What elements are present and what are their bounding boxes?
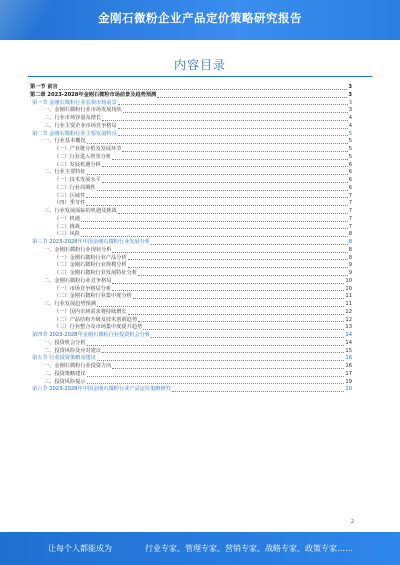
- toc-entry-page: 12: [345, 308, 352, 315]
- toc-entry-page: 15: [345, 347, 352, 354]
- toc-leader-dots: [157, 92, 347, 98]
- toc-entry-page: 3: [348, 84, 352, 90]
- toc-entry[interactable]: [30, 84, 352, 92]
- report-header-banner: [0, 0, 400, 40]
- toc-entry-page: 5: [348, 153, 352, 160]
- toc-entry-text: 二、投资策略建议: [44, 370, 86, 377]
- toc-entry-text: 第四节 2023-2028年金刚石微粉行业投资机会分析: [32, 332, 151, 338]
- toc-leader-dots: [143, 324, 344, 330]
- toc-entry-page: 7: [348, 208, 352, 214]
- toc-entry-text: 三、投资风险提示: [44, 378, 86, 385]
- toc-entry-text: （三）行业整合及市场集中度提升趋势: [54, 324, 143, 331]
- table-of-contents: [30, 84, 352, 394]
- toc-entry-page: 4: [348, 122, 352, 129]
- toc-entry-page: 3: [348, 99, 352, 106]
- toc-leader-dots: [172, 386, 345, 392]
- page-number: 2: [350, 519, 354, 525]
- toc-entry-page: 7: [348, 223, 352, 230]
- toc-entry-page: 7: [348, 192, 352, 199]
- toc-entry-text: 一、金刚石微粉行业现状分析: [44, 246, 112, 253]
- toc-divider: [28, 76, 372, 77]
- toc-entry-page: 5: [348, 146, 352, 152]
- toc-entry-text: 三、行业主要企业市场竞争格局: [44, 122, 117, 129]
- toc-leader-dots: [87, 340, 345, 346]
- toc-entry-page: 10: [345, 285, 352, 292]
- toc-leader-dots: [138, 270, 348, 276]
- toc-entry-page: 5: [348, 130, 352, 137]
- toc-entry-page: 19: [345, 378, 352, 385]
- toc-entry-page: 14: [345, 332, 352, 338]
- toc-entry-text: 第二节 金刚石微粉行业主要发展特点: [32, 130, 117, 137]
- toc-entry-page: 7: [348, 215, 352, 222]
- toc-entry-page: 4: [348, 115, 352, 121]
- toc-entry-text: 一、投资机会分析: [44, 339, 86, 346]
- toc-leader-dots: [97, 185, 348, 191]
- toc-entry-page: 17: [345, 370, 352, 377]
- toc-leader-dots: [112, 363, 344, 369]
- toc-entry-text: （四）季节性: [54, 200, 86, 207]
- toc-leader-dots: [81, 231, 348, 237]
- toc-leader-dots: [102, 162, 348, 168]
- toc-entry-page: 20: [345, 386, 352, 393]
- toc-entry[interactable]: [30, 216, 352, 224]
- toc-entry-page: 6: [348, 161, 352, 168]
- toc-entry[interactable]: [30, 270, 352, 278]
- toc-entry-text: （三）区域性: [54, 192, 86, 199]
- toc-entry-text: 三、行业发展趋势预测: [44, 301, 96, 307]
- toc-entry-text: （一）金刚石微粉行业产品分析: [54, 254, 127, 261]
- toc-entry-text: 一、金刚石微粉行业投资方向: [44, 363, 112, 369]
- toc-leader-dots: [87, 138, 348, 144]
- toc-entry[interactable]: [30, 115, 352, 123]
- toc-entry[interactable]: [30, 154, 352, 162]
- toc-leader-dots: [112, 286, 344, 292]
- toc-leader-dots: [97, 355, 344, 361]
- toc-entry[interactable]: [30, 231, 352, 239]
- toc-entry-page: 16: [345, 355, 352, 362]
- toc-entry-page: 3: [348, 107, 352, 114]
- toc-heading: 内容目录: [173, 58, 226, 72]
- toc-entry-page: 8: [348, 239, 352, 245]
- toc-entry[interactable]: [30, 146, 352, 154]
- toc-leader-dots: [87, 379, 345, 385]
- toc-leader-dots: [112, 154, 348, 160]
- toc-leader-dots: [59, 84, 348, 90]
- toc-entry[interactable]: [30, 309, 352, 317]
- toc-leader-dots: [118, 131, 348, 137]
- toc-entry[interactable]: [30, 123, 352, 131]
- toc-entry-page: 8: [348, 246, 352, 253]
- toc-entry-page: 10: [345, 277, 352, 284]
- toc-entry[interactable]: [30, 324, 352, 332]
- toc-entry-page: 11: [345, 293, 352, 300]
- toc-leader-dots: [112, 278, 344, 284]
- toc-entry[interactable]: [30, 200, 352, 208]
- toc-entry[interactable]: [30, 355, 352, 363]
- toc-leader-dots: [87, 371, 345, 377]
- toc-entry-text: （二）行业周期性: [54, 184, 96, 191]
- toc-entry-text: 第三节 2023-2028年中国金刚石微粉行业发展分析: [32, 239, 151, 245]
- toc-entry-text: （二）金刚石微粉行业集中度分析: [54, 293, 132, 300]
- toc-entry[interactable]: [30, 340, 352, 348]
- toc-entry-text: 一、金刚石微粉行业市场发展现状: [44, 107, 122, 114]
- toc-entry-page: 13: [345, 324, 352, 331]
- toc-leader-dots: [118, 208, 348, 214]
- report-title: 金刚石微粉企业产品定价策略研究报告: [98, 11, 302, 25]
- toc-entry-text: （二）挑战: [54, 223, 80, 230]
- toc-entry[interactable]: [30, 138, 352, 146]
- toc-leader-dots: [102, 115, 348, 121]
- toc-leader-dots: [81, 216, 348, 222]
- toc-entry-text: （一）技术发展水平: [54, 177, 101, 183]
- toc-leader-dots: [102, 177, 348, 183]
- toc-entry-page: 3: [348, 91, 352, 98]
- toc-entry-text: 三、行业发展面临的机遇及挑战: [44, 208, 117, 214]
- toc-entry[interactable]: [30, 301, 352, 309]
- toc-entry-page: 12: [345, 316, 352, 323]
- toc-entry[interactable]: [30, 386, 352, 394]
- toc-leader-dots: [151, 239, 348, 245]
- toc-entry-page: 6: [348, 177, 352, 183]
- toc-entry-page: 6: [348, 184, 352, 191]
- toc-entry-page: 8: [348, 231, 352, 238]
- toc-leader-dots: [118, 100, 348, 106]
- toc-entry-text: 第二章 2023-2028年金刚石微粉市场前景及趋势预测: [30, 91, 157, 98]
- toc-leader-dots: [86, 200, 348, 206]
- toc-entry-text: 第五节 行业投资策略及建议: [32, 355, 96, 362]
- toc-entry-text: （一）产业链分析及发展环节: [54, 146, 122, 152]
- toc-leader-dots: [86, 193, 348, 199]
- toc-entry[interactable]: [30, 239, 352, 247]
- toc-entry-text: 第一节 前言: [30, 84, 58, 90]
- toc-entry-page: 14: [345, 339, 352, 346]
- toc-entry[interactable]: [30, 371, 352, 379]
- toc-leader-dots: [122, 146, 347, 152]
- toc-entry-page: 5: [348, 138, 352, 145]
- toc-entry[interactable]: [30, 92, 352, 100]
- toc-entry-text: 二、投资风险及应对建议: [44, 347, 102, 354]
- toc-entry-text: 二、金刚石微粉行业竞争格局: [44, 277, 112, 284]
- footer-banner: [0, 532, 400, 565]
- toc-entry-text: （三）风险: [54, 231, 80, 238]
- toc-entry[interactable]: [30, 107, 352, 115]
- toc-leader-dots: [128, 255, 348, 261]
- toc-entry-text: 第六节 2023-2028年中国金刚石微粉行业产品定价策略研究: [32, 386, 171, 393]
- toc-entry-text: 第一节 金刚石微粉行业宏观市场前景: [32, 99, 117, 106]
- toc-entry[interactable]: [30, 177, 352, 185]
- toc-entry-page: 9: [348, 270, 352, 276]
- toc-entry-text: 一、行业基本概况: [44, 138, 86, 145]
- toc-entry[interactable]: [30, 208, 352, 216]
- footer-slogan: 让每个人都能成为: [48, 544, 112, 553]
- toc-leader-dots: [123, 107, 348, 113]
- toc-entry-page: 9: [348, 262, 352, 269]
- toc-entry[interactable]: [30, 293, 352, 301]
- toc-entry-text: （三）发展机遇分析: [54, 161, 101, 168]
- toc-entry-page: 8: [348, 254, 352, 261]
- toc-leader-dots: [81, 224, 348, 230]
- toc-entry-text: （一）国内市场需求将持续增长: [54, 308, 127, 315]
- toc-entry[interactable]: [30, 278, 352, 286]
- toc-entry[interactable]: [30, 363, 352, 371]
- toc-entry-text: （一）市场竞争格局分析: [54, 285, 112, 292]
- toc-entry-text: 二、行业主要特征: [44, 169, 86, 176]
- toc-entry[interactable]: [30, 185, 352, 193]
- toc-leader-dots: [112, 247, 347, 253]
- toc-entry-text: 二、行业市场容量及增长: [44, 115, 102, 121]
- toc-entry[interactable]: [30, 262, 352, 270]
- toc-leader-dots: [133, 293, 345, 299]
- toc-entry-text: （一）机遇: [54, 215, 80, 222]
- toc-entry-page: 16: [345, 363, 352, 369]
- toc-entry-page: 11: [345, 301, 352, 307]
- toc-entry[interactable]: [30, 247, 352, 255]
- toc-leader-dots: [128, 309, 345, 315]
- toc-entry-text: （三）金刚石微粉行业发展特征分析: [54, 270, 138, 276]
- toc-entry-text: （二）产品结构升级及技术创新趋势: [54, 316, 138, 323]
- toc-entry[interactable]: [30, 169, 352, 177]
- footer-experts-text: 行业专家、管理专家、营销专家、战略专家、政策专家……: [145, 544, 353, 553]
- toc-leader-dots: [138, 317, 344, 323]
- toc-leader-dots: [128, 262, 348, 268]
- toc-leader-dots: [97, 301, 345, 307]
- toc-entry-page: 7: [348, 200, 352, 207]
- toc-leader-dots: [102, 348, 344, 354]
- toc-leader-dots: [151, 332, 344, 338]
- toc-entry-page: 6: [348, 169, 352, 176]
- toc-entry[interactable]: [30, 332, 352, 340]
- toc-leader-dots: [118, 123, 348, 129]
- toc-entry-text: （二）行业进入壁垒分析: [54, 153, 112, 160]
- toc-entry-text: （二）金刚石微粉行业规模分析: [54, 262, 127, 269]
- toc-leader-dots: [87, 169, 348, 175]
